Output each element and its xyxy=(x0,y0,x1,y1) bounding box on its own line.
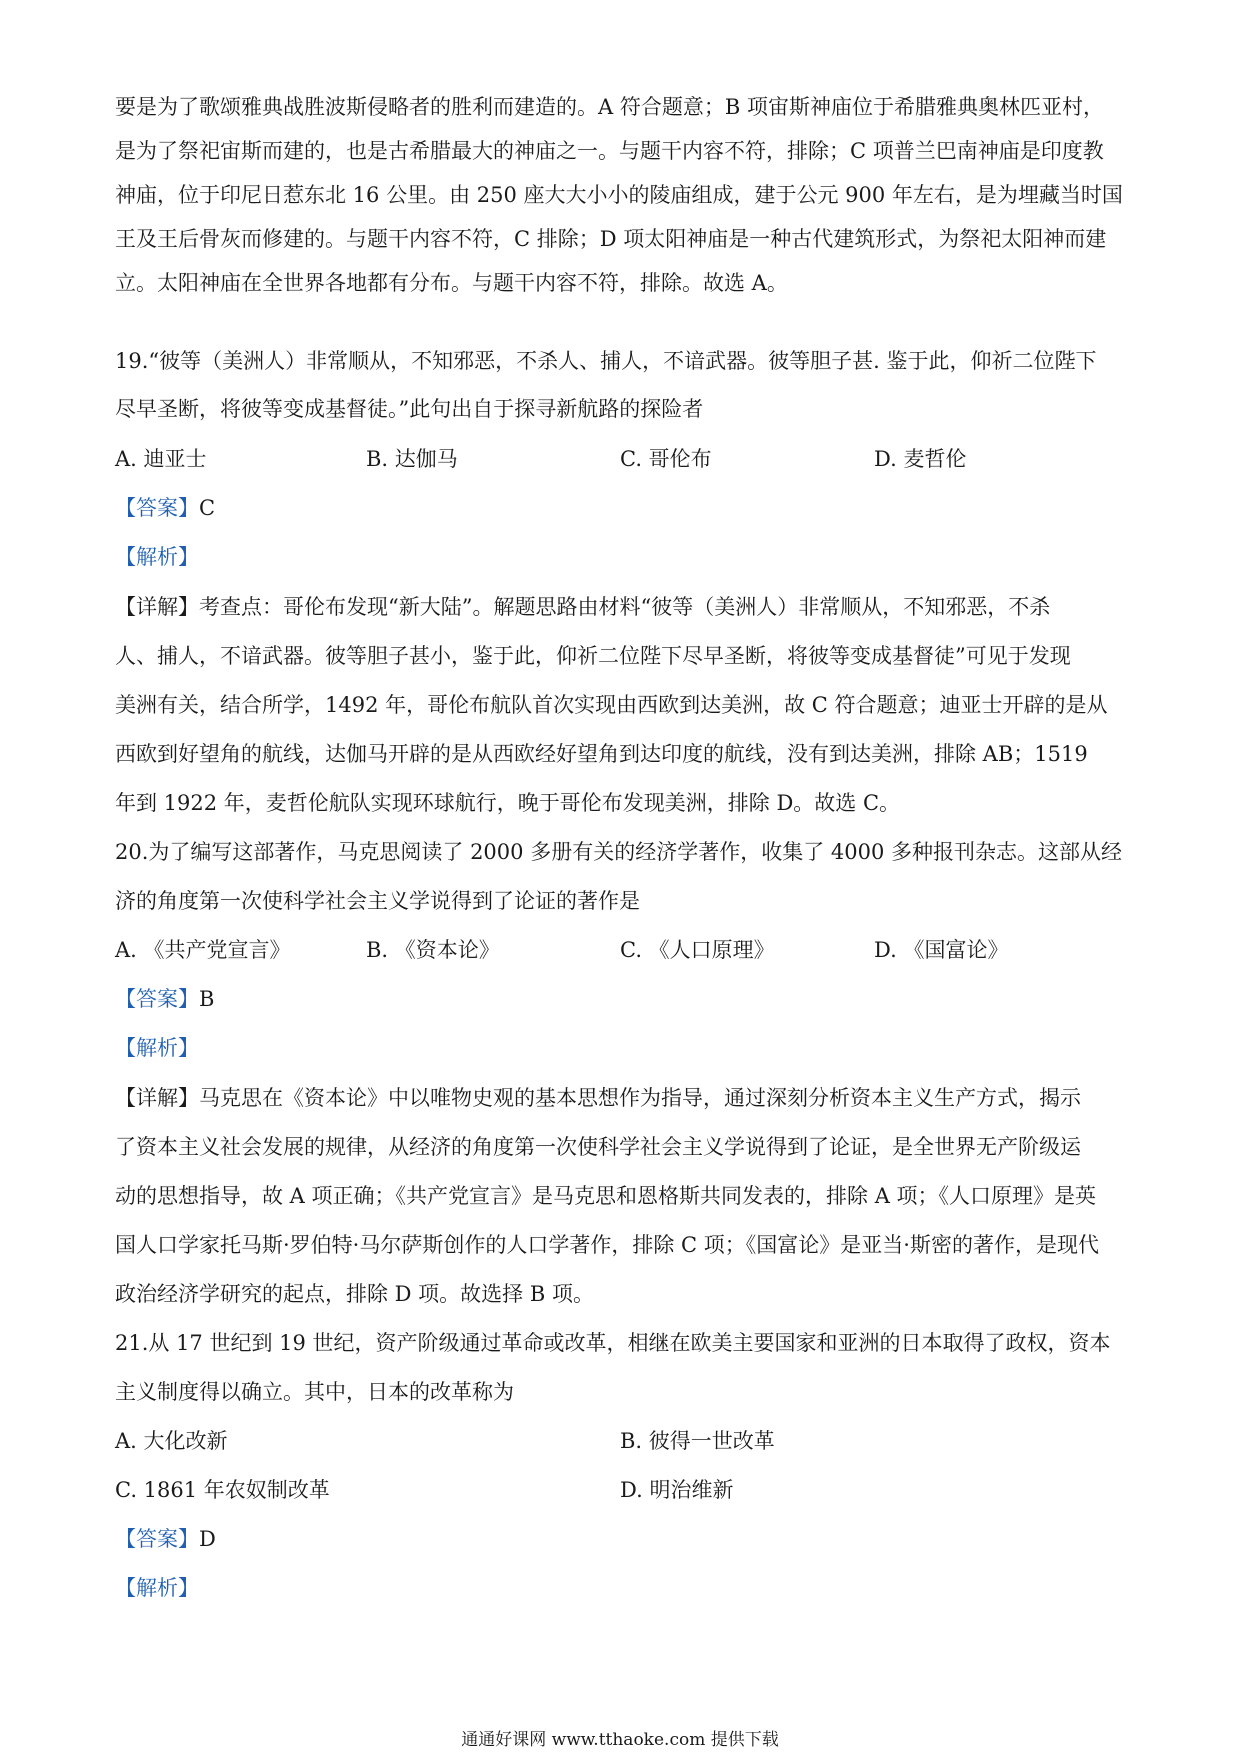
q19-detail-line: 西欧到好望角的航线，达伽马开辟的是从西欧经好望角到达印度的航线，没有到达美洲，排除 AB；1519 xyxy=(115,742,1088,766)
q20-detail-line: 动的思想指导，故 A 项正确；《共产党宣言》是马克思和恩格斯共同发表的，排除 A 项；《人口原理》是英 xyxy=(115,1184,1097,1208)
q20-answer xyxy=(115,984,1125,1014)
q21-option-c: C. 1861 年农奴制改革 xyxy=(115,1478,330,1502)
detail-tag: 【详解】 xyxy=(115,595,199,619)
q20-analysis-heading xyxy=(115,1033,1125,1063)
q19-option-b: B. 达伽马 xyxy=(366,447,458,471)
analysis-tag: 【解析】 xyxy=(115,1576,199,1600)
q20-detail-line: 了资本主义社会发展的规律，从经济的角度第一次使科学社会主义学说得到了论证，是全世界无产阶级运 xyxy=(115,1135,1081,1159)
q19-detail-line xyxy=(115,592,1125,622)
answer-tag: 【答案】 xyxy=(115,496,199,520)
answer-tag: 【答案】 xyxy=(115,1527,199,1551)
q21-stem-line: 主义制度得以确立。其中，日本的改革称为 xyxy=(115,1380,514,1404)
q21-analysis-heading xyxy=(115,1573,1125,1603)
answer-tag: 【答案】 xyxy=(115,987,199,1011)
detail-tag: 【详解】 xyxy=(115,1086,199,1110)
q19-detail-line: 美洲有关，结合所学，1492 年，哥伦布航队首次实现由西欧到达美洲，故 C 符合题意；迪亚士开辟的是从 xyxy=(115,693,1108,717)
analysis-tag: 【解析】 xyxy=(115,545,199,569)
answer-value: B xyxy=(199,987,215,1011)
q20-detail-line: 国人口学家托马斯·罗伯特·马尔萨斯创作的人口学著作，排除 C 项；《国富论》是亚当·斯密的著作，是现代 xyxy=(115,1233,1099,1257)
answer-value: D xyxy=(199,1527,216,1551)
q21-option-d: D. 明治维新 xyxy=(620,1478,734,1502)
prev-analysis-line: 是为了祭祀宙斯而建的，也是古希腊最大的神庙之一。与题干内容不符，排除；C 项普兰巴南神庙是印度教 xyxy=(115,139,1104,163)
q21-option-b: B. 彼得一世改革 xyxy=(620,1429,775,1453)
q20-option-a: A. 《共产党宣言》 xyxy=(115,938,291,962)
prev-analysis-line: 立。太阳神庙在全世界各地都有分布。与题干内容不符，排除。故选 A。 xyxy=(115,271,788,295)
q19-detail-line: 年到 1922 年，麦哲伦航队实现环球航行，晚于哥伦布发现美洲，排除 D。故选 C。 xyxy=(115,791,901,815)
q19-answer xyxy=(115,493,1125,523)
q19-stem-line: 尽早圣断，将彼等变成基督徒。”此句出自于探寻新航路的探险者 xyxy=(115,397,704,421)
q19-stem-line: 19.“彼等（美洲人）非常顺从，不知邪恶，不杀人、捕人，不谙武器。彼等胆子甚. 鉴于此，仰祈二位陛下 xyxy=(115,349,1097,373)
answer-value: C xyxy=(199,496,216,520)
prev-analysis-line: 王及王后骨灰而修建的。与题干内容不符，C 排除；D 项太阳神庙是一种古代建筑形式，为祭祀太阳神而建 xyxy=(115,227,1107,251)
q20-option-b: B. 《资本论》 xyxy=(366,938,500,962)
q19-option-d: D. 麦哲伦 xyxy=(874,447,967,471)
q20-option-d: D. 《国富论》 xyxy=(874,938,1009,962)
q21-option-a: A. 大化改新 xyxy=(115,1429,228,1453)
q19-analysis-heading xyxy=(115,542,1125,572)
page-footer: 通通好课网 www.tthaoke.com 提供下载 xyxy=(461,1730,779,1750)
q19-option-a: A. 迪亚士 xyxy=(115,447,207,471)
analysis-tag: 【解析】 xyxy=(115,1036,199,1060)
q20-stem-line: 济的角度第一次使科学社会主义学说得到了论证的著作是 xyxy=(115,889,640,913)
q19-detail-line: 人、捕人，不谙武器。彼等胆子甚小，鉴于此，仰祈二位陛下尽早圣断，将彼等变成基督徒”可见于发现 xyxy=(115,644,1071,668)
q20-option-c: C. 《人口原理》 xyxy=(620,938,775,962)
detail-text: 马克思在《资本论》中以唯物史观的基本思想作为指导，通过深刻分析资本主义生产方式，揭示 xyxy=(199,1086,1081,1110)
q20-detail-line xyxy=(115,1083,1125,1113)
q20-detail-line: 政治经济学研究的起点，排除 D 项。故选择 B 项。 xyxy=(115,1282,594,1306)
q20-stem-line: 20.为了编写这部著作，马克思阅读了 2000 多册有关的经济学著作，收集了 4000 多种报刊杂志。这部从经 xyxy=(115,840,1122,864)
detail-text: 考查点：哥伦布发现“新大陆”。解题思路由材料“彼等（美洲人）非常顺从，不知邪恶，不杀 xyxy=(199,595,1051,619)
q21-answer xyxy=(115,1524,1125,1554)
q19-option-c: C. 哥伦布 xyxy=(620,447,712,471)
q21-stem-line: 21.从 17 世纪到 19 世纪，资产阶级通过革命或改革，相继在欧美主要国家和亚洲的日本取得了政权，资本 xyxy=(115,1331,1111,1355)
prev-analysis-line: 神庙，位于印尼日惹东北 16 公里。由 250 座大大小小的陵庙组成，建于公元 900 年左右，是为埋藏当时国 xyxy=(115,183,1123,207)
prev-analysis-line: 要是为了歌颂雅典战胜波斯侵略者的胜利而建造的。A 符合题意；B 项宙斯神庙位于希腊雅典奥林匹亚村， xyxy=(115,95,1104,119)
